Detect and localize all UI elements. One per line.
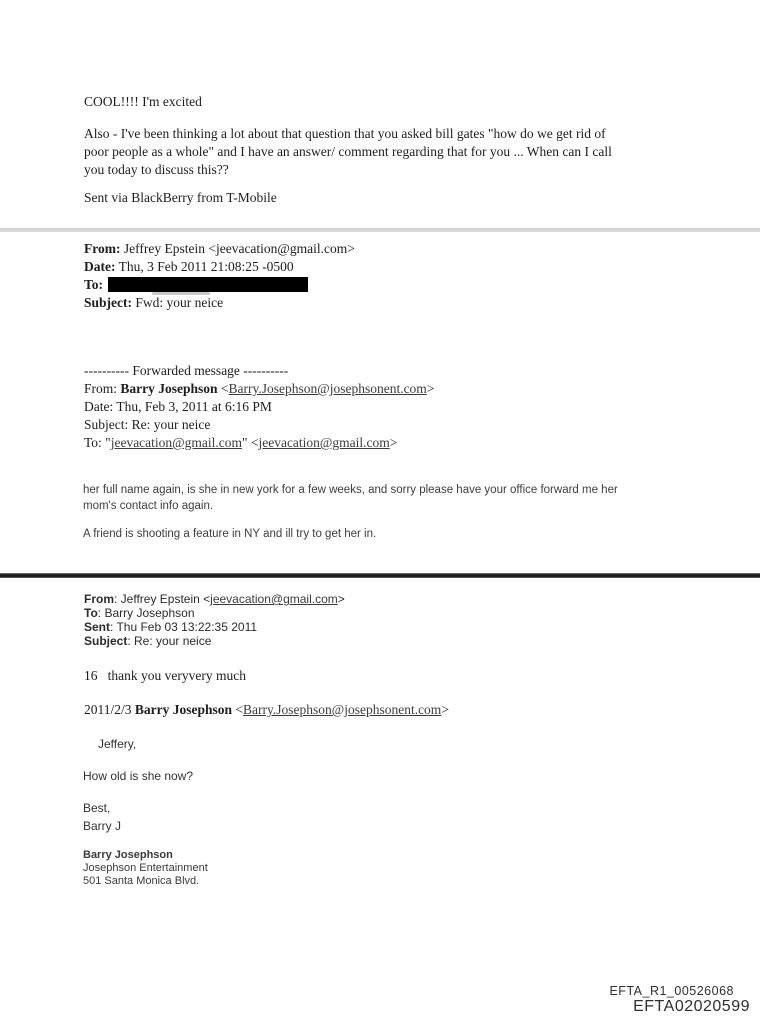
sent-label: Sent	[84, 620, 111, 634]
quote-suffix: >	[441, 702, 449, 717]
message-line: mom's contact info again.	[83, 500, 214, 512]
from-label: From	[84, 592, 114, 606]
forwarded-to-line	[84, 434, 434, 452]
from-value: Jeffrey Epstein <jeevacation@gmail.com>	[120, 241, 355, 256]
to-mid: " <	[241, 435, 259, 450]
from-prefix: From:	[84, 381, 121, 396]
to-label: To	[84, 606, 98, 620]
reply-quote-line	[84, 702, 449, 718]
top-message-excited: COOL!!!! I'm excited	[84, 94, 202, 109]
email-header-1	[84, 240, 355, 312]
email-header-2	[84, 592, 345, 648]
forwarded-subject-line: Subject: Re: your neice	[84, 417, 211, 432]
header-to-line	[84, 276, 355, 294]
signoff-line: Barry J	[83, 819, 122, 833]
quote-prefix: 2011/2/3	[84, 702, 135, 717]
email-link[interactable]: jeevacation@gmail.com	[110, 435, 242, 450]
redaction-bar	[108, 277, 308, 292]
from-sep: <	[217, 381, 229, 396]
from-suffix: >	[426, 381, 435, 396]
bates-number-1: EFTA_R1_00526068	[609, 984, 734, 998]
from-prefix: : Jeffrey Epstein <	[114, 592, 211, 606]
sent-value: : Thu Feb 03 13:22:35 2011	[110, 620, 258, 634]
header-date-line	[84, 258, 355, 276]
message-line: Also - I've been thinking a lot about that question that you asked bill gates "how do we get rid of	[84, 126, 606, 141]
question-line: How old is she now?	[83, 769, 194, 783]
reply-thanks-line: 16 thank you veryvery much	[84, 668, 246, 683]
email-separator-divider	[0, 573, 760, 578]
forwarded-date-line: Date: Thu, Feb 3, 2011 at 6:16 PM	[84, 399, 272, 414]
scan-divider-thin	[0, 228, 760, 232]
message-line: you today to discuss this??	[84, 162, 229, 177]
bates-number-2: EFTA02020599	[633, 998, 750, 1015]
from-label: From:	[84, 241, 121, 256]
forwarded-from-line	[84, 380, 434, 398]
subject-label: Subject	[84, 634, 128, 648]
signature-company: Josephson Entertainment	[83, 862, 208, 874]
signature-block	[83, 849, 208, 888]
top-message-body	[84, 125, 612, 179]
date-value: Thu, 3 Feb 2011 21:08:25 -0500	[115, 259, 294, 274]
subject-value: : Re: your neice	[127, 634, 212, 648]
closing-line: Best,	[83, 801, 111, 815]
message-line: poor people as a whole" and I have an answer/ comment regarding that for you ... When can I call	[84, 144, 612, 159]
quote-name: Barry Josephson	[134, 702, 233, 717]
to-prefix: To: "	[84, 435, 111, 450]
from-name: Barry Josephson	[120, 381, 218, 396]
header-from-line	[84, 592, 345, 606]
quote-sep: <	[232, 702, 244, 717]
bates-numbers	[609, 984, 750, 1016]
header-to-line	[84, 606, 345, 620]
to-value: : Barry Josephson	[97, 606, 195, 620]
signature-address: 501 Santa Monica Blvd.	[83, 875, 200, 887]
email-link[interactable]: Barry.Josephson@josephsonent.com	[243, 702, 442, 717]
email-link[interactable]: jeevacation@gmail.com	[258, 435, 390, 450]
to-label: To:	[84, 277, 104, 292]
header-from-line	[84, 240, 355, 258]
sent-via-line: Sent via BlackBerry from T-Mobile	[84, 190, 277, 205]
forwarded-body-para1	[83, 482, 618, 514]
greeting-line: Jeffery,	[98, 737, 137, 751]
header-subject-line	[84, 634, 345, 648]
signature-name: Barry Josephson	[83, 849, 173, 861]
header-subject-line	[84, 294, 355, 312]
message-line: her full name again, is she in new york for a few weeks, and sorry please have your office forward me her	[83, 484, 618, 496]
from-suffix: >	[337, 592, 345, 606]
forwarded-divider-line: ---------- Forwarded message ----------	[84, 363, 289, 378]
date-label: Date:	[84, 259, 116, 274]
subject-label: Subject:	[84, 295, 132, 310]
subject-value: Fwd: your neice	[132, 295, 224, 310]
forwarded-body-para2: A friend is shooting a feature in NY and ill try to get her in.	[83, 528, 377, 540]
email-link[interactable]: jeevacation@gmail.com	[210, 592, 338, 606]
forwarded-message-header	[84, 362, 434, 452]
to-suffix: >	[389, 435, 398, 450]
header-sent-line	[84, 620, 345, 634]
email-link[interactable]: Barry.Josephson@josephsonent.com	[228, 381, 427, 396]
